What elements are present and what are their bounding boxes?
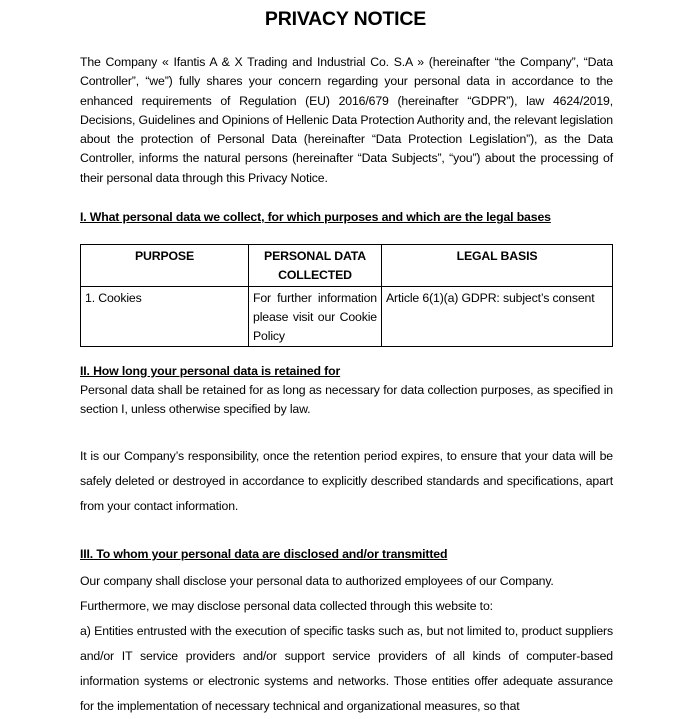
- section-heading-retention: II. How long your personal data is retained for: [80, 364, 341, 378]
- header-legal-basis: LEGAL BASIS: [382, 245, 613, 287]
- disclosure-paragraph-intro: Furthermore, we may disclose personal data collected through this website to:: [80, 599, 493, 613]
- disclosure-paragraph-employees: Our company shall disclose your personal data to authorized employees of our Company.: [80, 574, 554, 588]
- retention-paragraph: Personal data shall be retained for as long as necessary for data collection purposes, as specified in section I, unless otherwise specified by law.: [80, 383, 613, 417]
- section-heading-collection: I. What personal data we collect, for which purposes and which are the legal bases: [80, 210, 551, 224]
- header-purpose: PURPOSE: [81, 245, 249, 287]
- deletion-paragraph: It is our Company’s responsibility, once the retention period expires, to ensure that your data will be safely deleted or destroyed in accordance to explicitly described standards and specifications, apart from your contact information.: [80, 449, 613, 513]
- disclosure-paragraph-entities: a) Entities entrusted with the execution of specific tasks such as, but not limited to, product suppliers and/or IT service providers and/or support service providers of all kinds of computer-based information systems or electronic systems and networks. Those entities offer adequate assurance for the implementation of necessary technical and organizational measures, so that: [80, 624, 613, 713]
- table-row: [81, 286, 613, 347]
- cell-legal-basis: Article 6(1)(a) GDPR: subject’s consent: [382, 286, 613, 347]
- page-title: PRIVACY NOTICE: [264, 8, 427, 30]
- section-heading-disclosure: III. To whom your personal data are disclosed and/or transmitted: [80, 547, 448, 561]
- cell-personal-data: For further information please visit our Cookie Policy: [249, 286, 382, 347]
- table-header-row: [81, 245, 613, 287]
- cell-purpose: 1. Cookies: [81, 286, 249, 347]
- purposes-table: [80, 244, 613, 347]
- intro-paragraph: The Company « Ifantis A & X Trading and Industrial Co. S.A » (hereinafter “the Company”, “Data Controller”, “we”) fully shares your concern regarding your personal data in accordance to the enhanced requirements of Regulation (EU) 2016/679 (hereinafter “GDPR”), law 4624/2019, Decisions, Guidelines and Opinions of Hellenic Data Protection Authority and, the relevant legislation about the protection of Personal Data (hereinafter “Data Protection Legislation”), as the Data Controller, informs the natural persons (hereinafter “Data Subjects”, “you”) about the processing of their personal data through this Privacy Notice.: [80, 55, 613, 185]
- header-personal-data: PERSONAL DATA COLLECTED: [249, 245, 382, 287]
